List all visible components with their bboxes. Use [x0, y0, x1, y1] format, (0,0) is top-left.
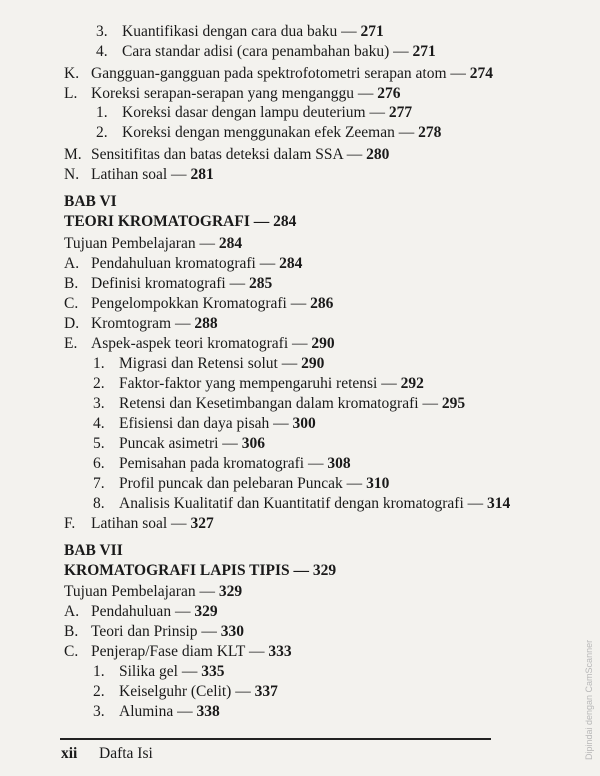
entry-number: 1. [93, 355, 105, 372]
entry-page: 292 [400, 375, 424, 392]
entry-number: 1. [93, 663, 105, 680]
entry-page: 337 [254, 683, 278, 700]
chapter-title: KROMATOGRAFI LAPIS TIPIS — 329 [64, 562, 337, 579]
entry-text: Kromtogram — [91, 315, 195, 332]
chapter-title: TEORI KROMATOGRAFI — 284 [64, 213, 297, 230]
entry-letter: C. [64, 295, 79, 312]
entry-page: 314 [487, 495, 511, 512]
entry-letter: M. [64, 146, 82, 163]
entry-number: 7. [93, 475, 105, 492]
entry-page: 276 [377, 85, 401, 102]
entry-text: Penjerap/Fase diam KLT — [91, 643, 269, 660]
entry-number: 6. [93, 455, 105, 472]
entry-letter: B. [64, 623, 79, 640]
entry-page: 274 [469, 65, 494, 82]
entry-text: Tujuan Pembelajaran — [64, 583, 219, 600]
entry-page: 271 [360, 23, 384, 40]
entry-text: Latihan soal — [91, 515, 191, 532]
entry-page: 278 [418, 124, 442, 141]
entry-text: Tujuan Pembelajaran — [64, 235, 219, 252]
entry-number: 3. [93, 395, 105, 412]
entry-text: Koreksi dengan menggunakan efek Zeeman — [122, 124, 419, 141]
entry-page: 329 [218, 583, 243, 600]
entry-letter: L. [64, 85, 78, 102]
entry-page: 288 [194, 315, 218, 332]
entry-page: 338 [196, 703, 220, 720]
entry-text: Pengelompokkan Kromatografi — [91, 295, 311, 312]
entry-number: 2. [96, 124, 108, 141]
entry-letter: K. [64, 65, 80, 82]
entry-text: Kuantifikasi dengan cara dua baku — [122, 23, 361, 40]
entry-letter: C. [64, 643, 79, 660]
toc-entry [64, 582, 242, 602]
entry-text: Definisi kromatografi — [91, 275, 249, 292]
entry-letter: A. [64, 603, 80, 620]
entry-text: Koreksi serapan-serapan yang menganggu — [91, 85, 378, 102]
entry-page: 308 [327, 455, 351, 472]
chapter-label: BAB VI [64, 193, 117, 210]
entry-letter: F. [64, 515, 76, 532]
entry-text: Puncak asimetri — [119, 435, 242, 452]
entry-text: Efisiensi dan daya pisah — [119, 415, 293, 432]
entry-text: Retensi dan Kesetimbangan dalam kromatografi — [119, 395, 442, 412]
entry-number: 2. [93, 375, 105, 392]
entry-page: 300 [292, 415, 316, 432]
entry-page: 286 [310, 295, 334, 312]
entry-text: Silika gel — [119, 663, 202, 680]
entry-letter: N. [64, 166, 80, 183]
entry-page: 335 [201, 663, 225, 680]
footer-rule [60, 738, 491, 740]
entry-page: 306 [241, 435, 265, 452]
entry-letter: B. [64, 275, 79, 292]
entry-number: 4. [96, 43, 108, 60]
entry-number: 3. [93, 703, 105, 720]
entry-page: 284 [218, 235, 243, 252]
entry-text: Keiselguhr (Celit) — [119, 683, 255, 700]
entry-letter: D. [64, 315, 80, 332]
entry-text: Pendahuluan — [91, 603, 195, 620]
entry-text: Cara standar adisi (cara penambahan baku) — [122, 43, 413, 60]
entry-letter: E. [64, 335, 78, 352]
entry-page: 271 [412, 43, 436, 60]
scanner-watermark: Dipindai dengan CamScanner [584, 639, 594, 760]
toc-entry [64, 234, 242, 254]
entry-number: 4. [93, 415, 105, 432]
entry-page: 333 [268, 643, 292, 660]
entry-page: 280 [366, 146, 390, 163]
entry-text: Pendahuluan kromatografi — [91, 255, 280, 272]
entry-letter: A. [64, 255, 80, 272]
entry-number: 2. [93, 683, 105, 700]
entry-text: Alumina — [119, 703, 197, 720]
entry-page: 330 [220, 623, 245, 640]
entry-text: Koreksi dasar dengan lampu deuterium — [122, 104, 389, 121]
entry-text: Teori dan Prinsip — [91, 623, 221, 640]
entry-page: 281 [190, 166, 214, 183]
entry-page: 290 [311, 335, 335, 352]
entry-page: 285 [248, 275, 273, 292]
entry-text: Profil puncak dan pelebaran Puncak — [119, 475, 367, 492]
entry-text: Analisis Kualitatif dan Kuantitatif dengan kromatografi — [119, 495, 488, 512]
entry-text: Gangguan-gangguan pada spektrofotometri serapan atom — [91, 65, 470, 82]
entry-page: 329 [194, 603, 218, 620]
entry-number: 8. [93, 495, 105, 512]
entry-page: 295 [441, 395, 466, 412]
entry-text: Sensitifitas dan batas deteksi dalam SSA — [91, 146, 367, 163]
entry-page: 290 [301, 355, 325, 372]
entry-number: 1. [96, 104, 108, 121]
entry-page: 284 [279, 255, 303, 272]
entry-page: 310 [366, 475, 390, 492]
chapter-label: BAB VII [64, 542, 123, 559]
entry-text: Aspek-aspek teori kromatografi — [91, 335, 312, 352]
entry-text: Migrasi dan Retensi solut — [119, 355, 302, 372]
entry-text: Latihan soal — [91, 166, 191, 183]
footer-section-title: Dafta Isi [99, 745, 153, 762]
entry-page: 277 [388, 104, 413, 121]
entry-text: Faktor-faktor yang mempengaruhi retensi — [119, 375, 401, 392]
entry-number: 5. [93, 435, 105, 452]
entry-text: Pemisahan pada kromatografi — [119, 455, 328, 472]
footer-page-number: xii [61, 745, 78, 762]
entry-page: 327 [190, 515, 214, 532]
entry-number: 3. [96, 23, 108, 40]
